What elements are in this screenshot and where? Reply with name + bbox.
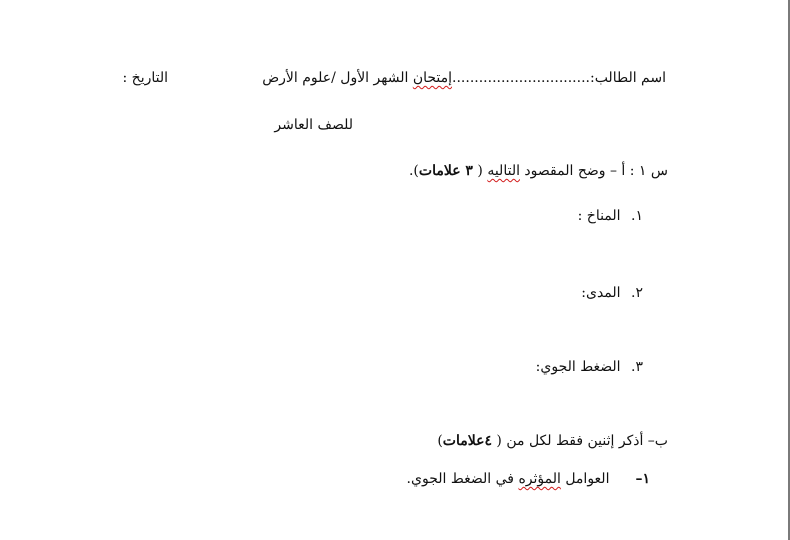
q1-item-3-text: الضغط الجوي: — [535, 359, 621, 375]
q1-item-1-number: ١. — [631, 208, 643, 224]
q1-item-1 — [578, 207, 643, 225]
question-1b-heading — [437, 432, 668, 450]
q1b-item-1-pre: العوامل — [560, 471, 610, 487]
q1b-marks: ٤علامات — [442, 433, 492, 449]
header-student-name — [262, 69, 666, 87]
q1-item-3-number: ٣. — [631, 359, 643, 375]
q1-item-3 — [536, 358, 643, 376]
q1-marks: ٣ علامات — [418, 163, 473, 179]
q1b-close-paren: ) — [437, 433, 443, 449]
q1-close-paren: ). — [408, 163, 419, 179]
q1b-item-1-post: في الضغط الجوي. — [406, 471, 519, 487]
q1b-item-1 — [407, 470, 650, 488]
q1-item-2-number: ٢. — [631, 285, 643, 301]
exam-title: الشهر الأول /علوم الأرض — [262, 70, 413, 86]
exam-title-misspelled: إمتحان — [412, 70, 453, 86]
q1b-item-1-number: ١– — [635, 471, 650, 487]
question-1-heading — [409, 162, 668, 180]
q1b-item-1-misspelled: المؤثره — [518, 471, 561, 487]
q1-open-paren: ( — [472, 163, 488, 179]
q1-item-2 — [581, 284, 643, 302]
q1-item-1-text: المناخ : — [577, 208, 621, 224]
header-date-label: التاريخ : — [122, 70, 168, 86]
q1b-prefix: ب– أذكر إثنين فقط لكل من ( — [491, 433, 668, 449]
class-label: للصف العاشر — [274, 117, 353, 133]
student-name-label: اسم الطالب:............................... — [452, 70, 666, 86]
q1-item-2-text: المدى: — [581, 285, 621, 301]
q1-prefix: س ١ : أ – وضح المقصود — [519, 163, 668, 179]
q1-misspelled-word: التاليه — [487, 163, 520, 179]
